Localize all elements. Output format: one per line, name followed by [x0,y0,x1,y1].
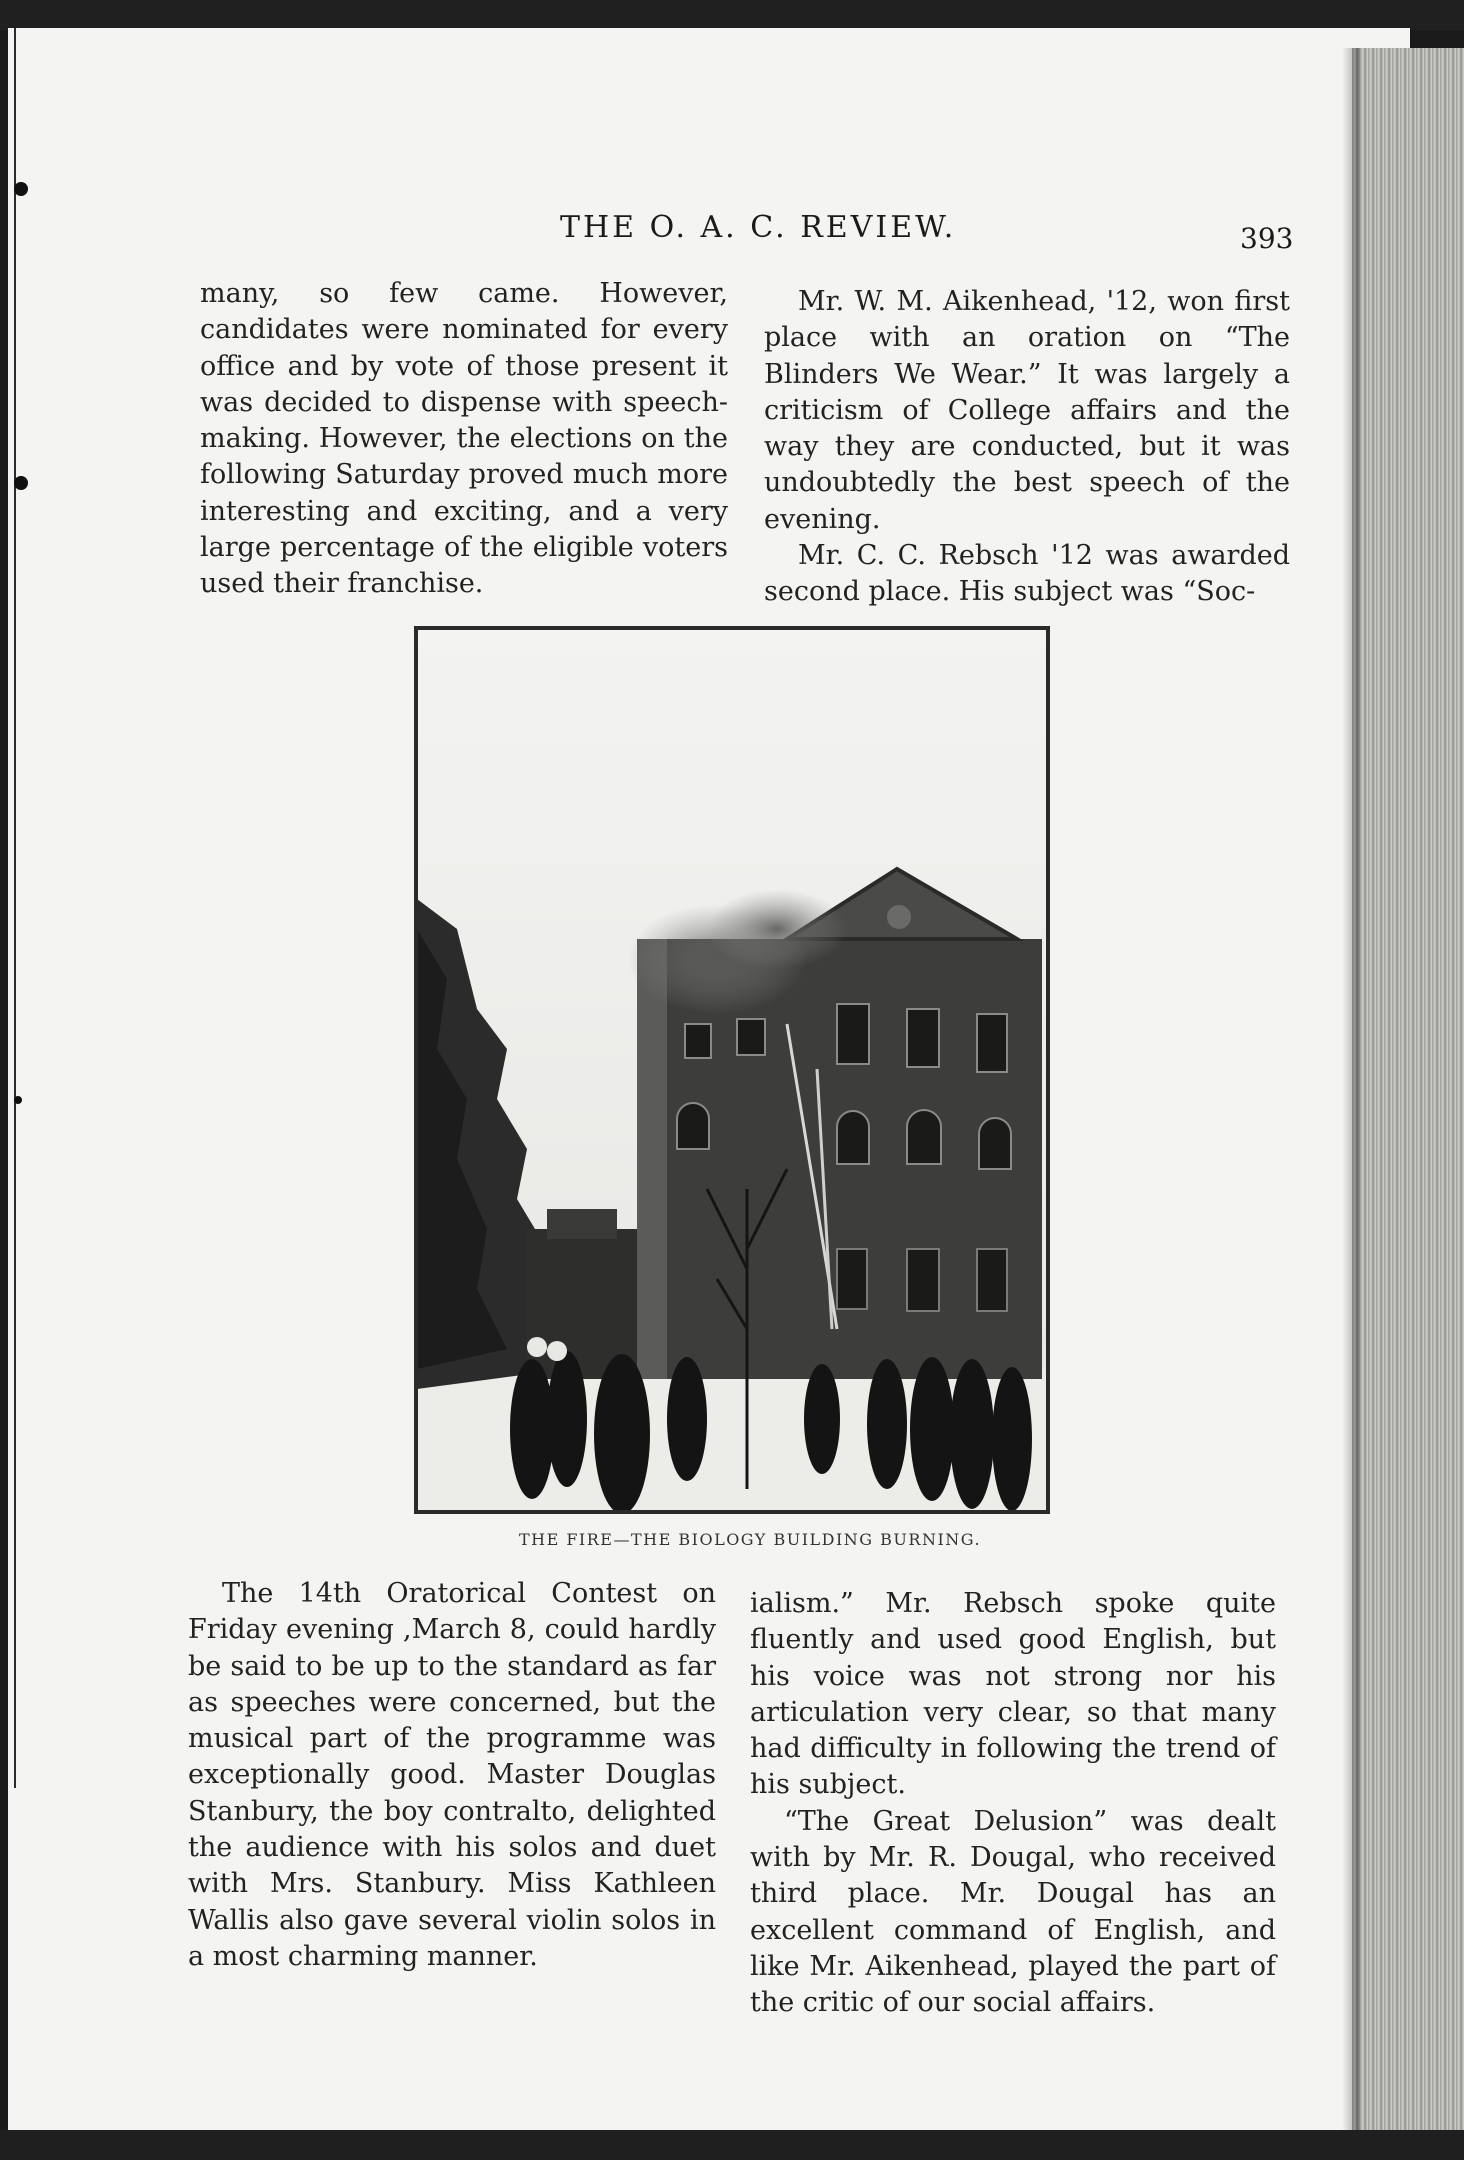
column-bottom-left [188,1576,716,1975]
column-bottom-right [750,1586,1276,2022]
scan-border-top [0,0,1464,30]
binding-hole [14,1096,22,1104]
paragraph: Mr. C. C. Rebsch '12 was awarded second place. His subject was “Soc- [764,540,1290,608]
paragraph: ialism.” Mr. Rebsch spoke quite fluently and used good English, but his voice was not strong nor his articulation very clear, so that many had difficulty in following the trend of his subject. [750,1588,1276,1801]
column-top-right [764,284,1290,611]
photo-illustration [417,629,1047,1511]
column-top-left [200,276,728,603]
photograph-biology-building-fire [414,626,1050,1514]
paragraph: The 14th Oratorical Contest on Friday evening ,March 8, could hardly be said to be up to the standard as far as speeches were concerned, but the musical part of the programme was exceptionally good. Master Douglas Stanbury, the boy contralto, delighted the audience with his solos and duet with Mrs. Stanbury. Miss Kathleen Wallis also gave several violin solos in a most charming manner. [188,1578,716,1972]
book-fore-edge [1352,48,1464,2138]
binding-line [14,28,16,1788]
paragraph: many, so few came. However, candidates were nominated for every office and by vote of those present it was decided to dispense with speech-making. However, the elections on the following Saturday proved much more interesting and exciting, and a very large percentage of the eligible voters used their franchise. [200,278,728,600]
binding-hole [14,476,28,490]
scan-border-bottom [0,2130,1464,2160]
binding-hole [14,182,28,196]
figure-caption: THE FIRE—THE BIOLOGY BUILDING BURNING. [518,1530,982,1549]
running-head: THE O. A. C. REVIEW. [560,210,957,245]
page-gutter-shadow [1342,48,1360,2138]
paragraph: “The Great Delusion” was dealt with by Mr. R. Dougal, who received third place. Mr. Dougal has an excellent command of English, and like Mr. Aikenhead, played the part of the critic of our social affairs. [750,1805,1276,2019]
page-number: 393 [1240,222,1294,255]
paragraph: Mr. W. M. Aikenhead, '12, won first place with an oration on “The Blinders We Wear.” It was largely a criticism of College affairs and the way they are conducted, but it was undoubtedly the best speech of the evening. [764,286,1290,535]
